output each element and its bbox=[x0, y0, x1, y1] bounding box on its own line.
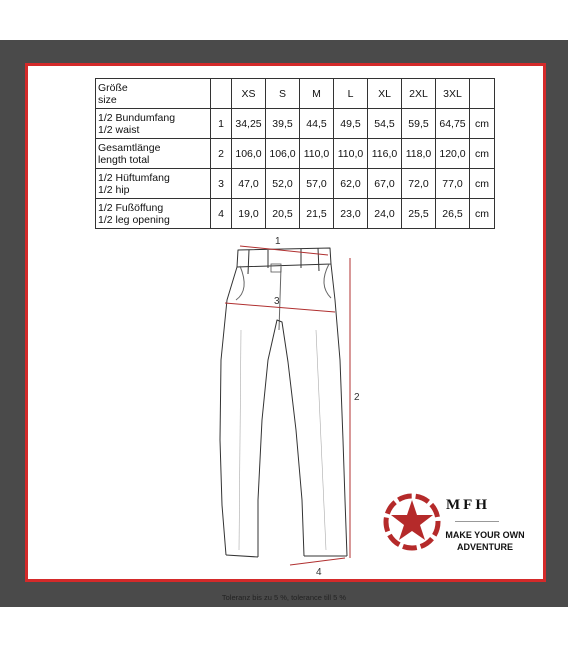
size-value: 54,5 bbox=[368, 109, 402, 139]
size-value: 110,0 bbox=[334, 139, 368, 169]
row-number: 4 bbox=[211, 199, 232, 229]
size-value: 120,0 bbox=[436, 139, 470, 169]
brand-name: MFH bbox=[446, 497, 490, 513]
size-value: 39,5 bbox=[266, 109, 300, 139]
unit-cell: cm bbox=[470, 199, 495, 229]
size-header: 2XL bbox=[402, 79, 436, 109]
size-value: 34,25 bbox=[232, 109, 266, 139]
measure-label-3: 3 bbox=[274, 296, 280, 307]
row-number: 1 bbox=[211, 109, 232, 139]
measure-label-2: 2 bbox=[354, 392, 360, 403]
size-value: 25,5 bbox=[402, 199, 436, 229]
size-value: 52,0 bbox=[266, 169, 300, 199]
size-value: 59,5 bbox=[402, 109, 436, 139]
row-label-de: 1/2 Hüftumfang bbox=[98, 171, 170, 184]
row-label-en: 1/2 hip bbox=[98, 183, 130, 196]
size-value: 62,0 bbox=[334, 169, 368, 199]
star-circle-icon bbox=[386, 496, 438, 548]
size-header: 3XL bbox=[436, 79, 470, 109]
brand-tagline bbox=[440, 529, 530, 553]
brand-divider bbox=[455, 521, 499, 522]
size-value: 49,5 bbox=[334, 109, 368, 139]
size-value: 24,0 bbox=[368, 199, 402, 229]
size-value: 44,5 bbox=[300, 109, 334, 139]
pants-outline bbox=[220, 248, 347, 557]
size-value: 23,0 bbox=[334, 199, 368, 229]
measurement-lines bbox=[225, 246, 350, 565]
row-number: 3 bbox=[211, 169, 232, 199]
row-label-de: 1/2 Fußöffung bbox=[98, 201, 164, 214]
size-header: XS bbox=[232, 79, 266, 109]
size-value: 64,75 bbox=[436, 109, 470, 139]
size-value: 110,0 bbox=[300, 139, 334, 169]
size-header: S bbox=[266, 79, 300, 109]
row-label-de: 1/2 Bundumfang bbox=[98, 111, 176, 124]
size-value: 47,0 bbox=[232, 169, 266, 199]
tolerance-note: Toleranz bis zu 5 %, tolerance till 5 % bbox=[221, 593, 347, 602]
header-label-en: size bbox=[98, 93, 117, 106]
size-value: 19,0 bbox=[232, 199, 266, 229]
size-value: 77,0 bbox=[436, 169, 470, 199]
size-value: 72,0 bbox=[402, 169, 436, 199]
size-value: 20,5 bbox=[266, 199, 300, 229]
size-value: 21,5 bbox=[300, 199, 334, 229]
measure-label-4: 4 bbox=[316, 567, 322, 578]
row-label-en: 1/2 waist bbox=[98, 123, 140, 136]
size-header: M bbox=[300, 79, 334, 109]
size-value: 26,5 bbox=[436, 199, 470, 229]
size-value: 118,0 bbox=[402, 139, 436, 169]
size-value: 67,0 bbox=[368, 169, 402, 199]
row-number: 2 bbox=[211, 139, 232, 169]
row-label-en: length total bbox=[98, 153, 150, 166]
size-header: L bbox=[334, 79, 368, 109]
brand-tagline-line1: MAKE YOUR OWN bbox=[445, 530, 525, 540]
measure-label-1: 1 bbox=[275, 236, 281, 247]
unit-cell: cm bbox=[470, 109, 495, 139]
size-value: 57,0 bbox=[300, 169, 334, 199]
size-value: 116,0 bbox=[368, 139, 402, 169]
size-value: 106,0 bbox=[266, 139, 300, 169]
header-label-de: Größe bbox=[98, 81, 128, 94]
row-label-en: 1/2 leg opening bbox=[98, 213, 170, 226]
size-header: XL bbox=[368, 79, 402, 109]
unit-cell: cm bbox=[470, 139, 495, 169]
size-value: 106,0 bbox=[232, 139, 266, 169]
measure-line-4 bbox=[290, 558, 345, 565]
row-label-de: Gesamtlänge bbox=[98, 141, 161, 154]
unit-cell: cm bbox=[470, 169, 495, 199]
measure-line-1 bbox=[240, 246, 328, 255]
brand-tagline-line2: ADVENTURE bbox=[456, 542, 513, 552]
